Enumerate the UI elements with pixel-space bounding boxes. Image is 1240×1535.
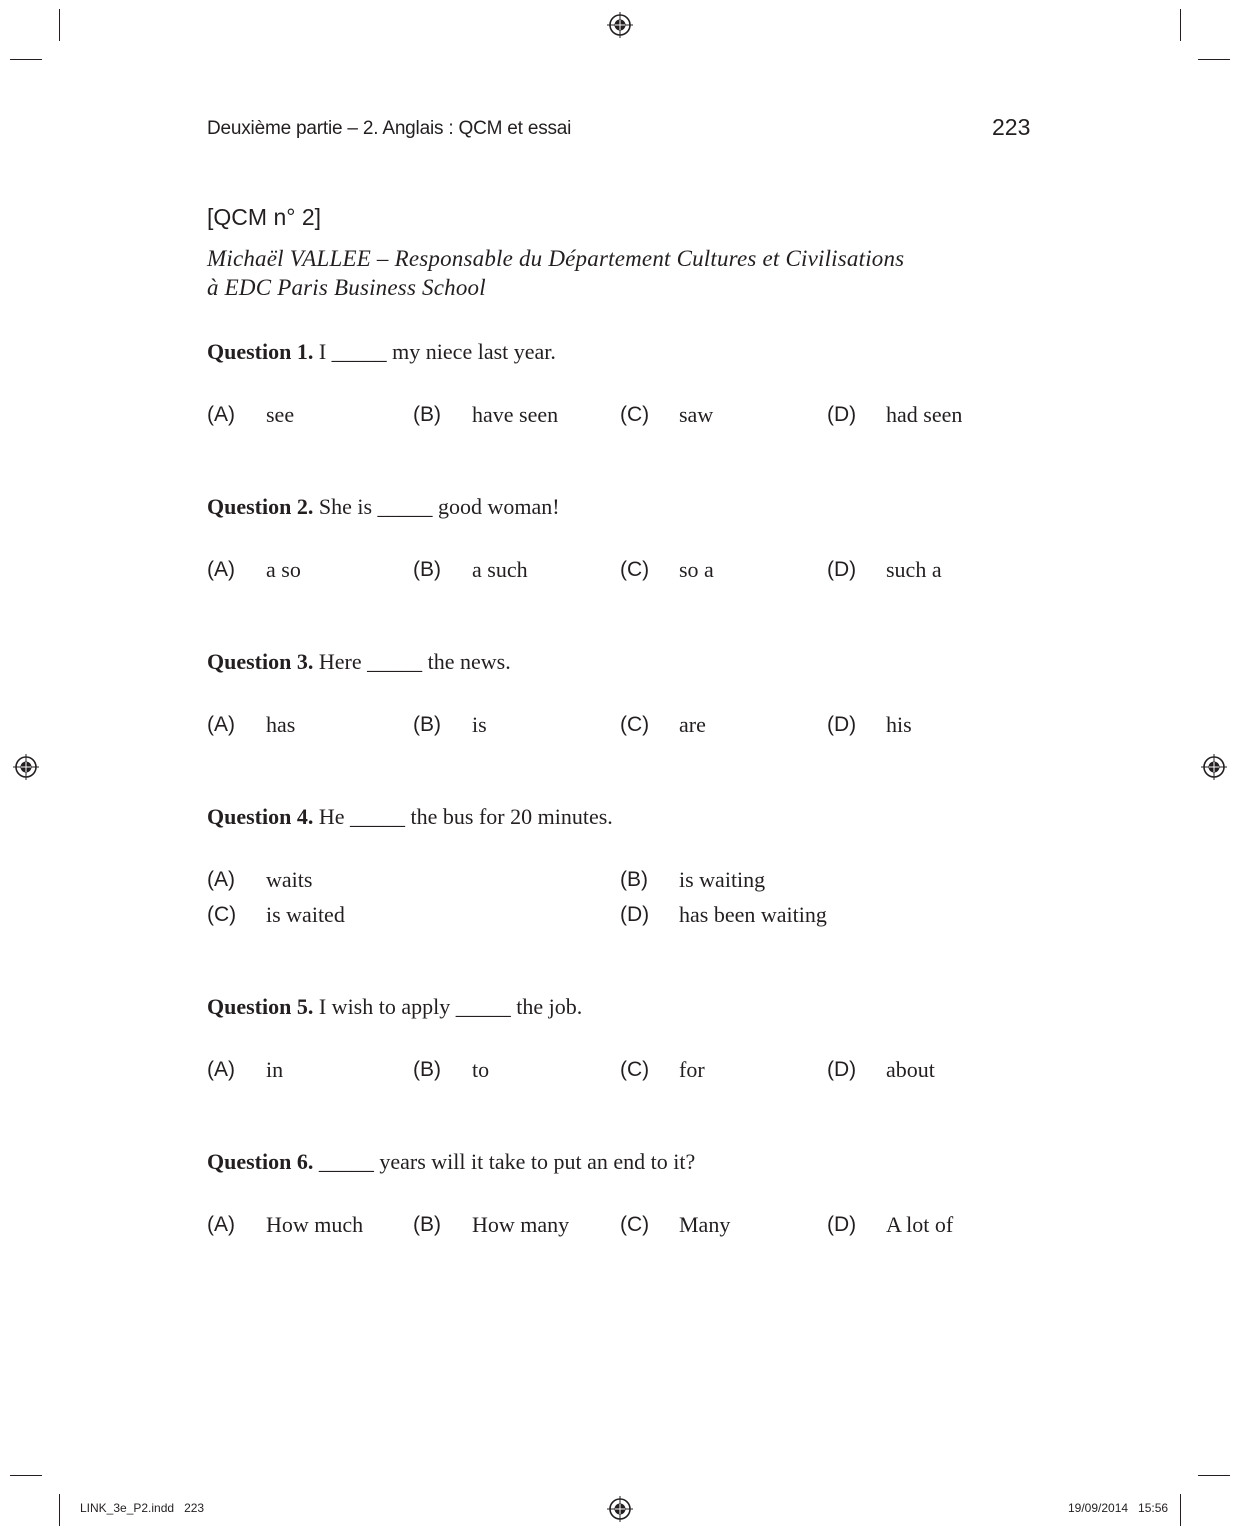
- option-text: is waited: [266, 902, 345, 927]
- question-1-label: Question 1.: [207, 339, 314, 364]
- option-text: had seen: [886, 402, 963, 427]
- option-text: in: [266, 1057, 284, 1082]
- option-text: about: [886, 1057, 935, 1082]
- file-slug: LINK_3e_P2.indd 223: [80, 1501, 205, 1515]
- option-letter: (A): [207, 1058, 235, 1081]
- crop-mark-bottom-right-vertical: [1180, 1494, 1181, 1526]
- option-letter: (C): [620, 713, 650, 736]
- option-letter: (D): [827, 1213, 857, 1236]
- option-text: to: [472, 1057, 490, 1082]
- option-letter: (B): [413, 558, 441, 581]
- question-4-text: He _____ the bus for 20 minutes.: [318, 804, 613, 829]
- option-letter: (C): [620, 1058, 650, 1081]
- question-1-prompt: [207, 339, 556, 365]
- crop-mark-top-left-horizontal: [10, 59, 42, 60]
- author-line-2: à EDC Paris Business School: [207, 275, 486, 300]
- option-text: How many: [472, 1212, 570, 1237]
- option-text: waits: [266, 867, 313, 892]
- option-letter: (B): [413, 1213, 441, 1236]
- crop-mark-top-right-vertical: [1180, 9, 1181, 41]
- question-1-text: I _____ my niece last year.: [318, 339, 556, 364]
- option-letter: (C): [620, 558, 650, 581]
- option-text: such a: [886, 557, 942, 582]
- crop-mark-bottom-left-vertical: [59, 1494, 60, 1526]
- option-text: has been waiting: [679, 902, 827, 927]
- option-letter: (D): [827, 713, 857, 736]
- question-6-label: Question 6.: [207, 1149, 314, 1174]
- option-letter: (D): [827, 558, 857, 581]
- crop-mark-bottom-left-horizontal: [10, 1475, 42, 1476]
- option-text: is: [472, 712, 487, 737]
- option-text: saw: [679, 402, 714, 427]
- registration-mark-left-icon: [13, 754, 39, 780]
- option-letter: (C): [620, 1213, 650, 1236]
- date-slug: 19/09/2014 15:56: [1068, 1501, 1169, 1515]
- question-3-label: Question 3.: [207, 649, 314, 674]
- registration-mark-bottom-icon: [607, 1496, 633, 1522]
- question-2-label: Question 2.: [207, 494, 314, 519]
- question-3-prompt: [207, 649, 511, 675]
- option-letter: (B): [620, 868, 648, 891]
- option-letter: (C): [620, 403, 650, 426]
- option-letter: (D): [827, 1058, 857, 1081]
- option-letter: (D): [827, 403, 857, 426]
- qcm-heading: [QCM n° 2]: [207, 204, 322, 230]
- option-letter: (B): [413, 403, 441, 426]
- question-5-label: Question 5.: [207, 994, 314, 1019]
- option-text: a so: [266, 557, 301, 582]
- registration-mark-right-icon: [1201, 754, 1227, 780]
- page-number: 223: [992, 114, 1031, 140]
- option-letter: (A): [207, 1213, 235, 1236]
- option-text: so a: [679, 557, 714, 582]
- option-letter: (D): [620, 903, 650, 926]
- question-4-prompt: [207, 804, 613, 830]
- option-text: A lot of: [886, 1212, 954, 1237]
- option-text: have seen: [472, 402, 559, 427]
- crop-mark-top-left-vertical: [59, 9, 60, 41]
- crop-mark-top-right-horizontal: [1198, 59, 1230, 60]
- author-credit: [207, 244, 904, 302]
- option-text: Many: [679, 1212, 731, 1237]
- option-text: is waiting: [679, 867, 766, 892]
- option-letter: (A): [207, 558, 235, 581]
- question-6-prompt: [207, 1149, 695, 1175]
- question-5-prompt: [207, 994, 582, 1020]
- option-text: has: [266, 712, 296, 737]
- question-2-prompt: [207, 494, 560, 520]
- crop-mark-bottom-right-horizontal: [1198, 1475, 1230, 1476]
- question-6-text: _____ years will it take to put an end to it?: [318, 1149, 696, 1174]
- option-text: are: [679, 712, 706, 737]
- option-letter: (A): [207, 868, 235, 891]
- question-4-label: Question 4.: [207, 804, 314, 829]
- option-letter: (A): [207, 713, 235, 736]
- option-text: How much: [266, 1212, 364, 1237]
- option-text: his: [886, 712, 912, 737]
- option-text: a such: [472, 557, 528, 582]
- author-line-1: Michaël VALLEE – Responsable du Département Cultures et Civilisations: [207, 246, 905, 271]
- question-2-text: She is _____ good woman!: [318, 494, 560, 519]
- option-text: see: [266, 402, 295, 427]
- running-title: Deuxième partie – 2. Anglais : QCM et essai: [207, 118, 572, 139]
- question-5-text: I wish to apply _____ the job.: [318, 994, 583, 1019]
- option-letter: (B): [413, 713, 441, 736]
- option-letter: (C): [207, 903, 237, 926]
- option-letter: (A): [207, 403, 235, 426]
- option-letter: (B): [413, 1058, 441, 1081]
- registration-mark-top-icon: [607, 12, 633, 38]
- question-3-text: Here _____ the news.: [318, 649, 511, 674]
- option-text: for: [679, 1057, 705, 1082]
